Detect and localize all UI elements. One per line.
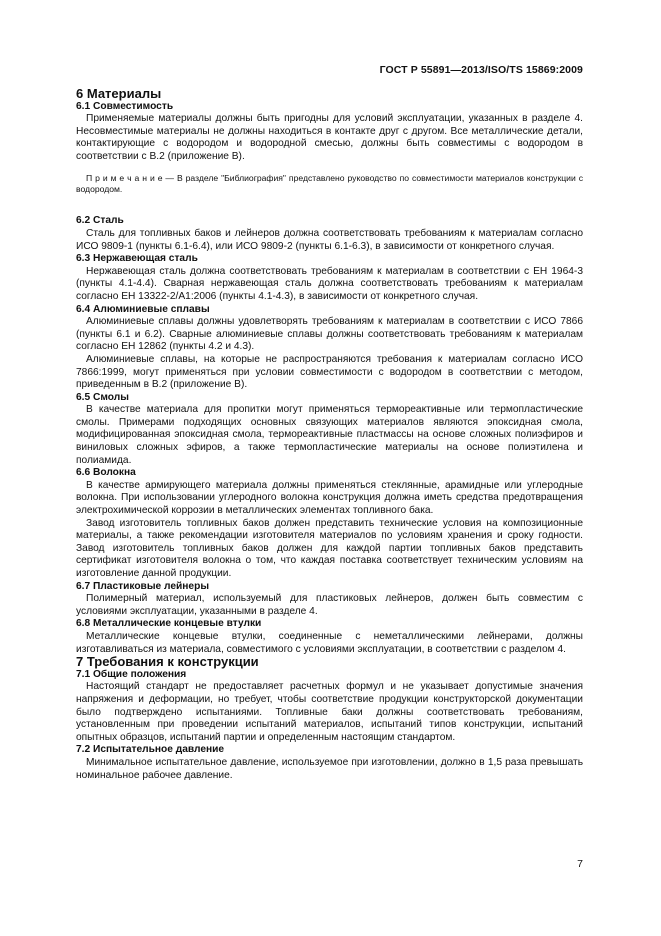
- page-number: 7: [577, 858, 583, 870]
- section-6-1-note: П р и м е ч а н и е — В разделе "Библиография" представлено руководство по совместимости материалов конструкции с водородом.: [76, 172, 583, 194]
- section-6-7-title: 6.7 Пластиковые лейнеры: [76, 580, 210, 592]
- section-6-7-paragraph: Полимерный материал, используемый для пластиковых лейнеров, должен быть совместим с условиями эксплуатации, указанными в разделе 4.: [76, 593, 583, 617]
- section-6-6-paragraph-2: Завод изготовитель топливных баков должен представить технические условия на композиционные материалы, а также рекомендации изготовителя материалов по условиям хранения и сроку годности. Завод изготовитель топливных баков должен для каждой партии топливных баков представить сертификат изготовителя волокна о том, что каждая поставка соответствует техническим условиям на изготовление данной продукции.: [76, 517, 583, 579]
- section-6-2-paragraph: Сталь для топливных баков и лейнеров должна соответствовать требованиям к материалам согласно ИСО 9809-1 (пункты 6.1-6.4), или ИСО 9809-2 (пункты 6.1-6.3), в зависимости от конкретного случая.: [76, 227, 583, 252]
- section-6-2-title: 6.2 Сталь: [76, 215, 124, 227]
- section-6-3-title: 6.3 Нержавеющая сталь: [76, 253, 198, 265]
- section-6-1-paragraph: Применяемые материалы должны быть пригодны для условий эксплуатации, указанных в разделе 4. Несовместимые материалы не должны находиться в контакте друг с другом. Все металлические детали, контактирующие с водородом и водородной смесью, должны быть совместимы с водородом в соответствии с В.2 (приложение В).: [76, 113, 583, 162]
- section-6-5-title: 6.5 Смолы: [76, 391, 129, 403]
- section-7-1-paragraph: Настоящий стандарт не предоставляет расчетных формул и не указывает допустимые значения напряжения и деформации, но требует, чтобы соответствие продукции конструкторской документации было подтверждено испытаниями. Топливные баки должны соответствовать требованиям, установленным при проведении испытаний материалов, испытаний типов конструкции, испытаний опытных образцов, испытаний партии и определенным настоящим стандартом.: [76, 681, 583, 743]
- section-7-title: 7 Требования к конструкции: [76, 654, 259, 670]
- section-7-2-title: 7.2 Испытательное давление: [76, 744, 225, 756]
- section-6-5-paragraph: В качестве материала для пропитки могут применяться термореактивные или термопластические смолы. Примерами подходящих основных связующих материалов являются эпоксидная смола, модифицированная эпоксидная смола, термореактивные пластмассы на основе сложных полиэфиров и виниловых сложных эфиров, а также термопластические материалы на основе полиэтилена и полиамида.: [76, 404, 583, 466]
- section-6-6-title: 6.6 Волокна: [76, 467, 136, 479]
- document-header: ГОСТ Р 55891—2013/ISO/TS 15869:2009: [379, 64, 583, 76]
- section-6-8-paragraph: Металлические концевые втулки, соединенные с неметаллическими лейнерами, должны изготавливаться из материала, совместимого с условиями эксплуатации, в соответствии с разделом 4.: [76, 630, 583, 655]
- section-6-4-title: 6.4 Алюминиевые сплавы: [76, 303, 210, 315]
- section-6-3-paragraph: Нержавеющая сталь должна соответствовать требованиям к материалам в соответствии с ЕН 1964-3 (пункты 4.1-4.4). Сварная нержавеющая сталь должна соответствовать требованиям к материалам согласно ЕН 13322-2/А1:2006 (пункты 4.1-4.3), в зависимости от конкретного случая.: [76, 265, 583, 302]
- section-7-2-paragraph: Минимальное испытательное давление, используемое при изготовлении, должно в 1,5 раза превышать номинальное рабочее давление.: [76, 756, 583, 781]
- section-6-title: 6 Материалы: [76, 86, 162, 101]
- section-7-1-title: 7.1 Общие положения: [76, 668, 187, 680]
- section-6-6-paragraph-1: В качестве армирующего материала должны применяться стеклянные, арамидные или углеродные волокна. При использовании углеродного волокна конструкция должна иметь средства предотвращения электрохимической коррозии в металлических элементах топливного бака.: [76, 479, 583, 517]
- document-body: [76, 88, 583, 782]
- section-6-4-paragraph-2: Алюминиевые сплавы, на которые не распространяются требования к материалам согласно ИСО 7866:1999, могут применяться при условии совместимости с водородом в соответствии с методом, приведенным в В.2 (приложение В).: [76, 353, 583, 391]
- section-6-8-title: 6.8 Металлические концевые втулки: [76, 618, 262, 630]
- section-6-4-paragraph-1: Алюминиевые сплавы должны удовлетворять требованиям к материалам в соответствии с ИСО 7866 (пункты 6.1 и 6.2). Сварные алюминиевые сплавы должны соответствовать требованиям к материалам согласно ЕН 12862 (пункты 4.2 и 4.3).: [76, 316, 583, 353]
- section-6-1-title: 6.1 Совместимость: [76, 100, 174, 112]
